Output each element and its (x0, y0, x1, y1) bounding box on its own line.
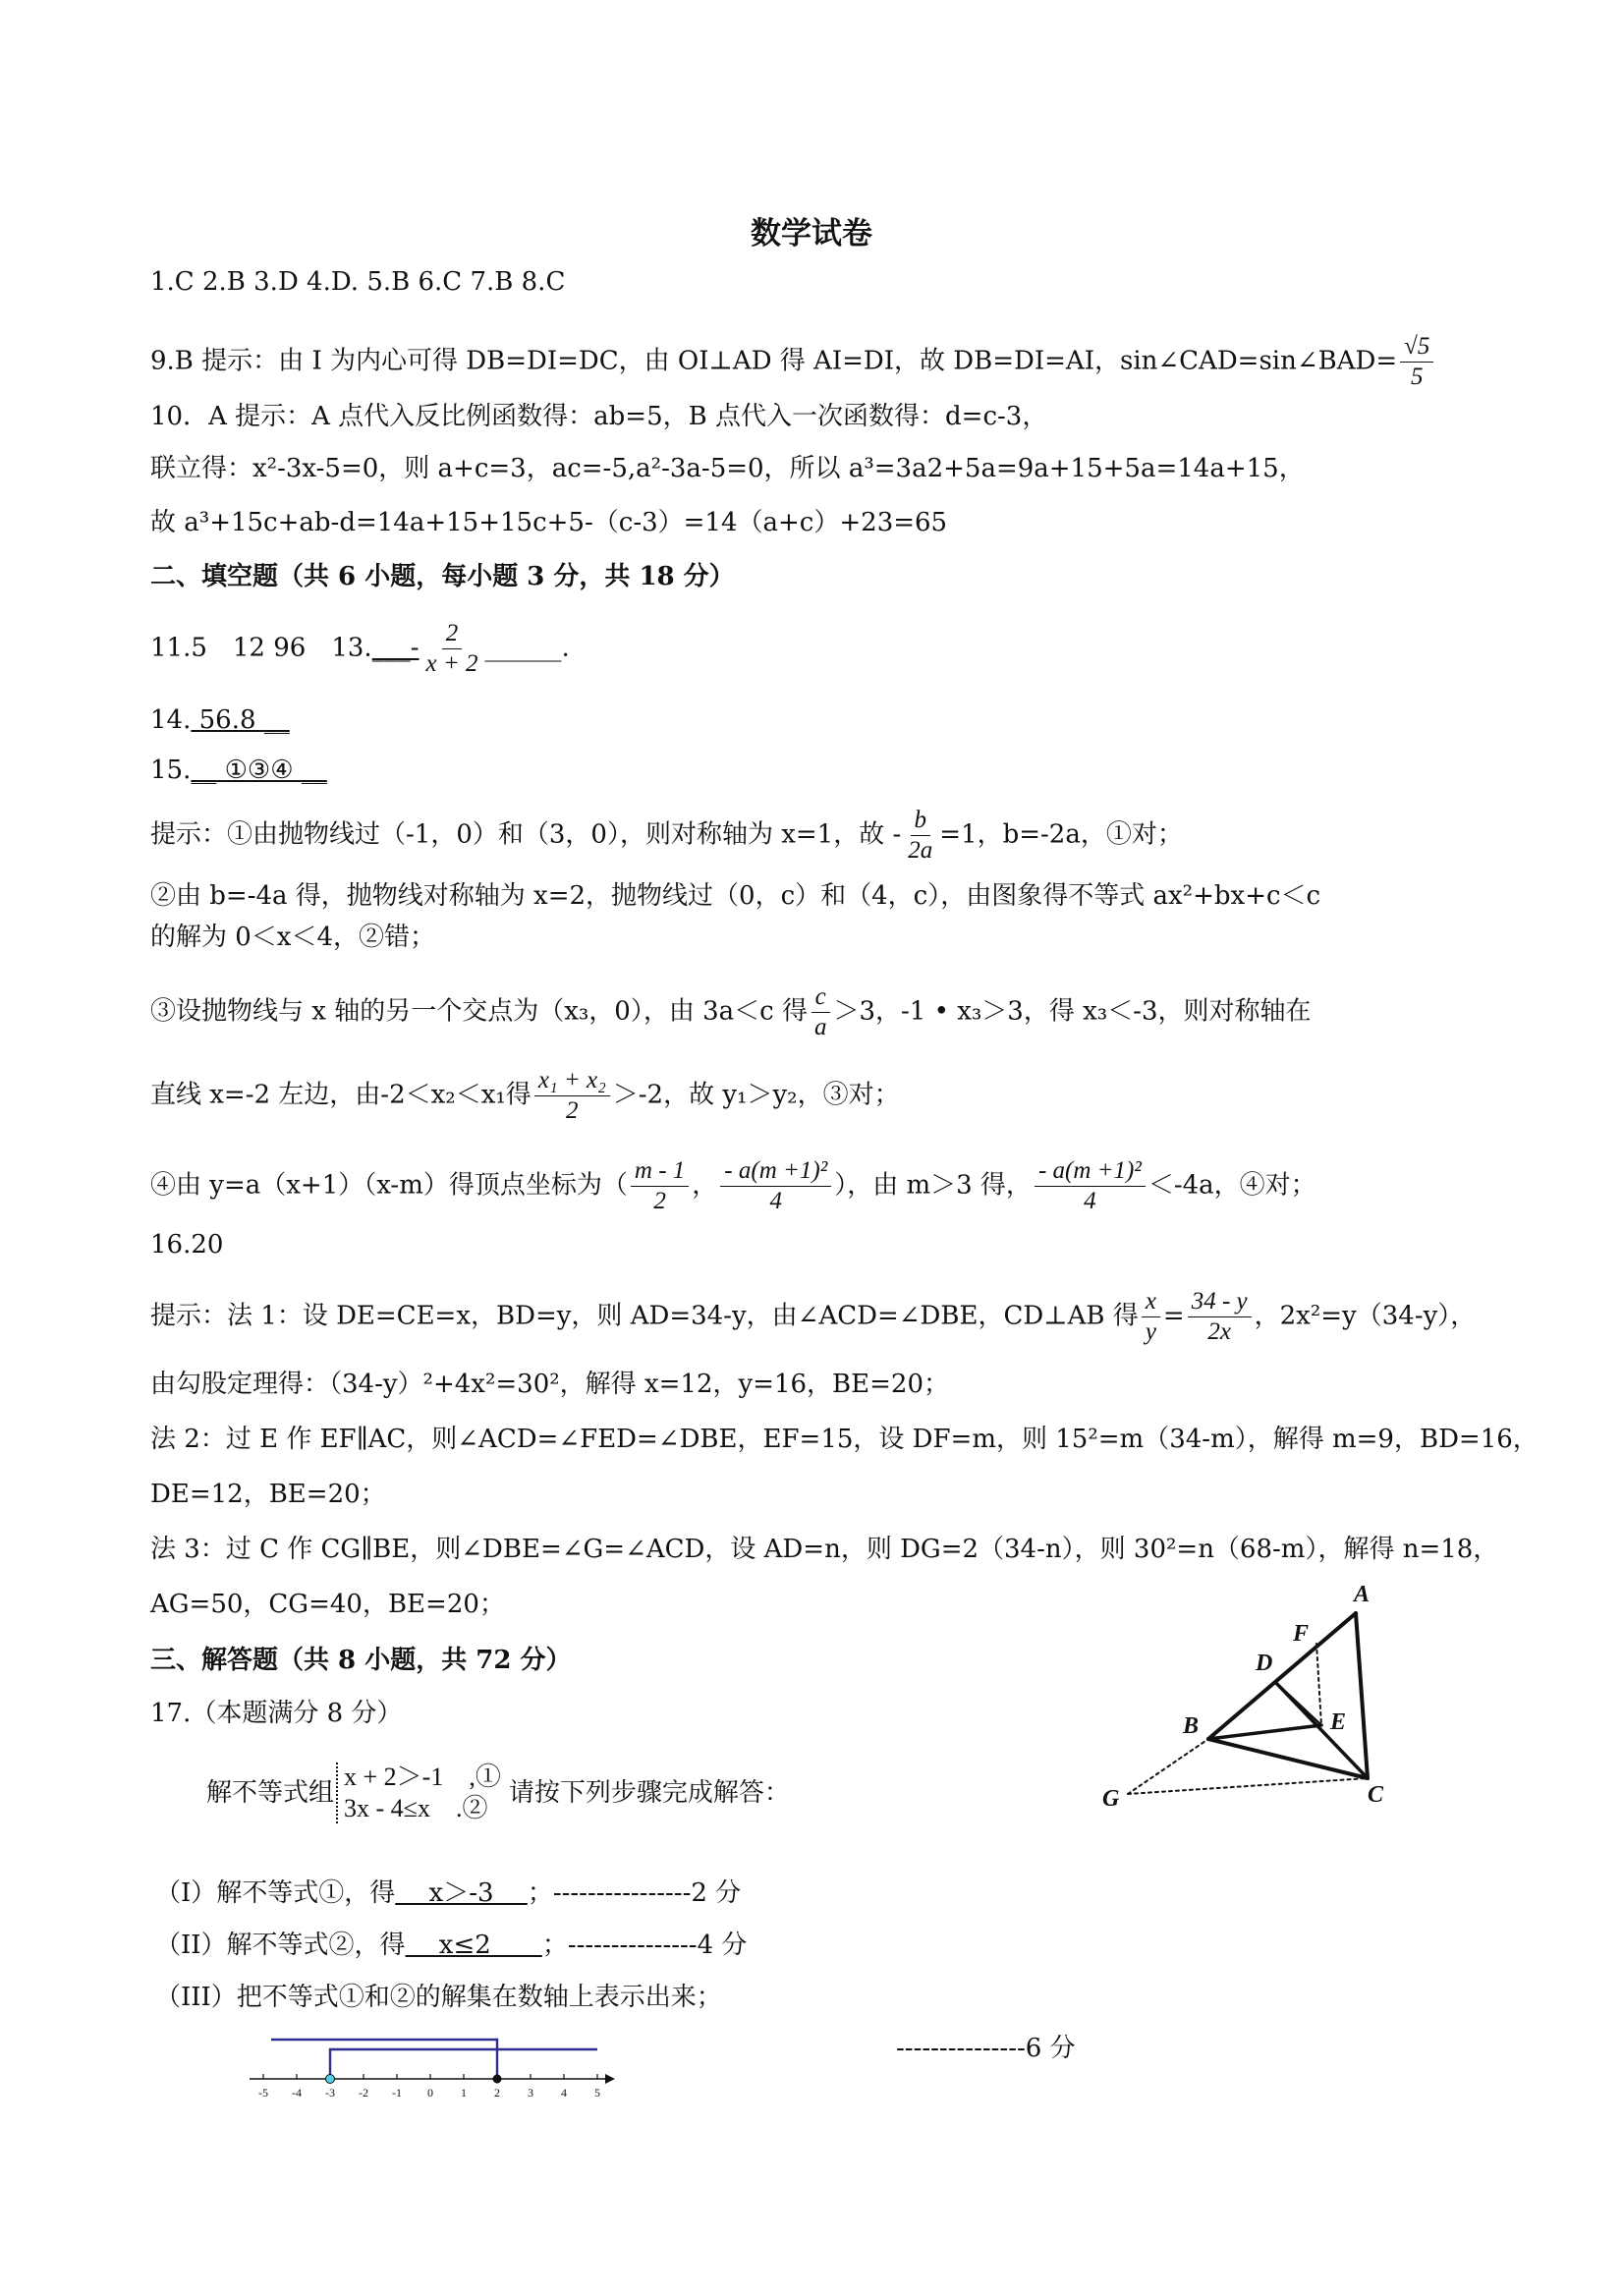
q11-12-text: 11.5 12 96 13. (150, 633, 372, 663)
q17-intro: 解不等式组 (206, 1778, 335, 1808)
axis-tick-label: 1 (461, 2086, 467, 2100)
step2-pre: （II）解不等式②，得 (155, 1931, 406, 1960)
hint-16c: 法 2：过 E 作 EF∥AC，则∠ACD=∠FED=∠DBE，EF=15，设 DF=m，则 15²=m（34-m），解得 m=9，BD=16， (150, 1425, 1539, 1454)
step3-score: ---------------6 分 (896, 2034, 1076, 2063)
hint-15e-post: ＞-2，故 y₁＞y₂，③对； (612, 1080, 900, 1110)
answer-line-1: 1.C 2.B 3.D 4.D. 5.B 6.C 7.B 8.C (150, 267, 566, 297)
hint-16a: 提示：法 1：设 DE=CE=x，BD=y，则 AD=34-y，由∠ACD=∠DBE，CD⊥AB 得 $\frac{x}{y}$ = $\frac{34 - y}{2x}$ ，2x²=y（34-y）， (150, 1288, 1477, 1345)
q9-fraction (1400, 332, 1433, 392)
hint-15a-pre: 提示：①由抛物线过（-1，0）和（3，0），则对称轴为 x=1，故 - (150, 819, 902, 850)
hint-16a-num1: x (1142, 1287, 1160, 1317)
axis-tick-label: 2 (494, 2086, 500, 2100)
step1-pre: （I）解不等式①，得 (155, 1878, 396, 1908)
axis-tick-label: 3 (528, 2086, 533, 2100)
axis-tick-label: -4 (292, 2086, 302, 2100)
answer-line-9 (150, 332, 1436, 392)
hint-15b: ②由 b=-4a 得，抛物线对称轴为 x=2，抛物线过（0，c）和（4，c），由图象得不等式 ax²+bx+c＜c (150, 881, 1321, 911)
axis-tick-label: 0 (427, 2086, 433, 2100)
hint-16a-post: ，2x²=y（34-y）， (1254, 1301, 1477, 1331)
hint-16a-den1: y (1145, 1318, 1156, 1345)
answer-line-15: 15.__ ①③④ __ (150, 756, 327, 785)
hint-15f-den3: 4 (1084, 1188, 1096, 1214)
answer-line-11-13: 11.5 12 96 13.___- $\frac{2}{x + 2}$ ______. (150, 620, 570, 677)
hint-15a-post: =1，b=-2a，①对； (939, 819, 1183, 850)
hint-15f-pre: ④由 y=a（x+1）（x-m）得顶点坐标为（ (150, 1170, 628, 1201)
step2-score: ；---------------4 分 (541, 1931, 748, 1960)
answer-line-14: 14. 56.8 __ (150, 705, 290, 735)
q17-step2 (155, 1929, 747, 1962)
q17-brace (336, 1763, 338, 1823)
hint-15f-den1: 2 (653, 1188, 666, 1214)
solution-set-lines (271, 2040, 597, 2079)
closed-point-2 (493, 2075, 502, 2084)
q13-denominator: x + 2 (425, 650, 478, 677)
hint-15e (150, 1066, 900, 1126)
hint-15a (150, 806, 1183, 866)
hint-15e-num: x₁ + x₂ (534, 1066, 610, 1096)
q17-inequalities (344, 1762, 501, 1824)
hint-15c: 的解为 0＜x＜4，②错； (150, 923, 436, 952)
step1-answer: x＞-3 (395, 1878, 528, 1908)
axis-tick-label: -3 (325, 2086, 335, 2100)
q17-step3: （III）把不等式①和②的解集在数轴上表示出来； (155, 1983, 722, 2012)
hint-16d: DE=12，BE=20； (150, 1480, 386, 1509)
hint-15d-den: a (813, 1014, 827, 1040)
q13-numerator: 2 (442, 619, 463, 649)
q13-fraction (421, 619, 481, 679)
q14-answer: 56.8 (191, 705, 264, 735)
hint-15f: ④由 y=a（x+1）（x-m）得顶点坐标为（ $\frac{m - 1}{2}$ ， $\frac{\text{- a(m +1)²}}{4}$ ），由 m＞3 得， $\frac{\text{- a(m +1)²}}{4}$ ＜-4a，④对； (150, 1157, 1316, 1214)
answer-line-10b: 联立得：x²-3x-5=0，则 a+c=3，ac=-5,a²-3a-5=0，所以 a³=3a2+5a=9a+15+5a=14a+15， (150, 454, 1305, 483)
q9-text: 9.B 提示：由 I 为内心可得 DB=DI=DC，由 OI⊥AD 得 AI=DI，故 DB=DI=AI，sin∠CAD=sin∠BAD= (150, 346, 1398, 376)
axis-arrow (605, 2074, 615, 2084)
answer-line-10c: 故 a³+15c+ab-d=14a+15+15c+5-（c-3）=14（a+c）+23=65 (150, 508, 948, 537)
step2-answer: x≤2 (405, 1931, 542, 1960)
hint-15f-num1: m - 1 (631, 1156, 689, 1187)
hint-15f-num3: - a(m +1)² (1035, 1156, 1146, 1187)
hint-15f-frac1 (631, 1156, 689, 1216)
hint-15f-num2: - a(m +1)² (720, 1156, 831, 1187)
hint-16a-pre: 提示：法 1：设 DE=CE=x，BD=y，则 AD=34-y，由∠ACD=∠DBE，CD⊥AB 得 (150, 1301, 1139, 1331)
hint-16e: 法 3：过 C 作 CG∥BE，则∠DBE=∠G=∠ACD，设 AD=n，则 DG=2（34-n），则 30²=n（68-m），解得 n=18， (150, 1535, 1499, 1564)
label-E: E (1330, 1709, 1347, 1735)
hint-15d-pre: ③设抛物线与 x 轴的另一个交点为（x₃，0），由 3a＜c 得 (150, 996, 808, 1027)
hint-16a-frac1 (1142, 1287, 1160, 1347)
label-A: A (1354, 1582, 1371, 1607)
hint-15a-den: 2a (908, 837, 933, 864)
solution-line-le-2 (271, 2040, 497, 2079)
label-B: B (1183, 1713, 1200, 1739)
number-line (246, 2014, 629, 2102)
hint-16a-frac2 (1188, 1287, 1252, 1347)
label-C: C (1368, 1782, 1384, 1808)
axis-tick-label: -5 (258, 2086, 268, 2100)
hint-16a-den2: 2x (1207, 1318, 1231, 1345)
label-F: F (1293, 1621, 1310, 1647)
axis-tick-label: -2 (359, 2086, 368, 2100)
q17-eq1: x + 2＞-1 ,① (344, 1763, 501, 1791)
q17-system (206, 1762, 790, 1824)
hint-15e-fraction (534, 1066, 610, 1126)
q14-label: 14. (150, 705, 192, 735)
q17-step1 (155, 1876, 741, 1910)
answer-line-10a: 10．A 提示：A 点代入反比例函数得：ab=5，B 点代入一次函数得：d=c-3， (150, 402, 1048, 431)
hint-15f-frac2 (720, 1156, 831, 1216)
hint-16a-num2: 34 - y (1188, 1287, 1252, 1317)
hint-15a-fraction (904, 806, 936, 866)
hint-15d-fraction (811, 982, 831, 1042)
step1-score: ；----------------2 分 (527, 1878, 742, 1908)
q17-after: 请按下列步骤完成解答： (508, 1778, 790, 1808)
hint-16b: 由勾股定理得：（34-y）²+4x²=30²，解得 x=12，y=16，BE=20； (150, 1370, 949, 1399)
hint-15e-den: 2 (566, 1097, 579, 1124)
page-title: 数学试卷 (751, 216, 872, 252)
hint-15f-den2: 4 (769, 1188, 782, 1214)
hint-16f: AG=50，CG=40，BE=20； (150, 1590, 505, 1619)
axis-tick-label: -1 (392, 2086, 402, 2100)
hint-15d-post: ＞3，-1 • x₃＞3，得 x₃＜-3，则对称轴在 (833, 996, 1312, 1027)
hint-15d-num: c (812, 982, 830, 1013)
section-heading-fill-blank: 二、填空题（共 6 小题，每小题 3 分，共 18 分） (150, 562, 735, 591)
q17-eq2: 3x - 4≤x .② (344, 1794, 488, 1822)
section-heading-solutions: 三、解答题（共 8 小题，共 72 分） (150, 1646, 572, 1675)
axis-tick-label: 5 (594, 2086, 600, 2100)
hint-15e-pre: 直线 x=-2 左边，由-2＜x₂＜x₁得 (150, 1080, 532, 1110)
q9-numerator: √5 (1400, 332, 1433, 363)
q9-denominator: 5 (1411, 364, 1424, 390)
hint-15f-frac3 (1035, 1156, 1146, 1216)
hint-15a-num: b (911, 806, 931, 836)
axis-tick-label: 4 (561, 2086, 567, 2100)
hint-15f-post: ＜-4a，④对； (1147, 1170, 1316, 1201)
hint-15d (150, 982, 1312, 1042)
q15-label: 15. (150, 756, 192, 785)
triangle-figure (1100, 1572, 1415, 1827)
hint-15f-mid: ），由 m＞3 得， (834, 1170, 1032, 1201)
open-point-neg3 (326, 2075, 335, 2084)
answer-line-16: 16.20 (150, 1230, 224, 1260)
label-G: G (1102, 1786, 1120, 1812)
label-D: D (1256, 1651, 1273, 1676)
q17-header: 17.（本题满分 8 分） (150, 1699, 403, 1728)
q15-answer: ①③④ (216, 756, 302, 785)
